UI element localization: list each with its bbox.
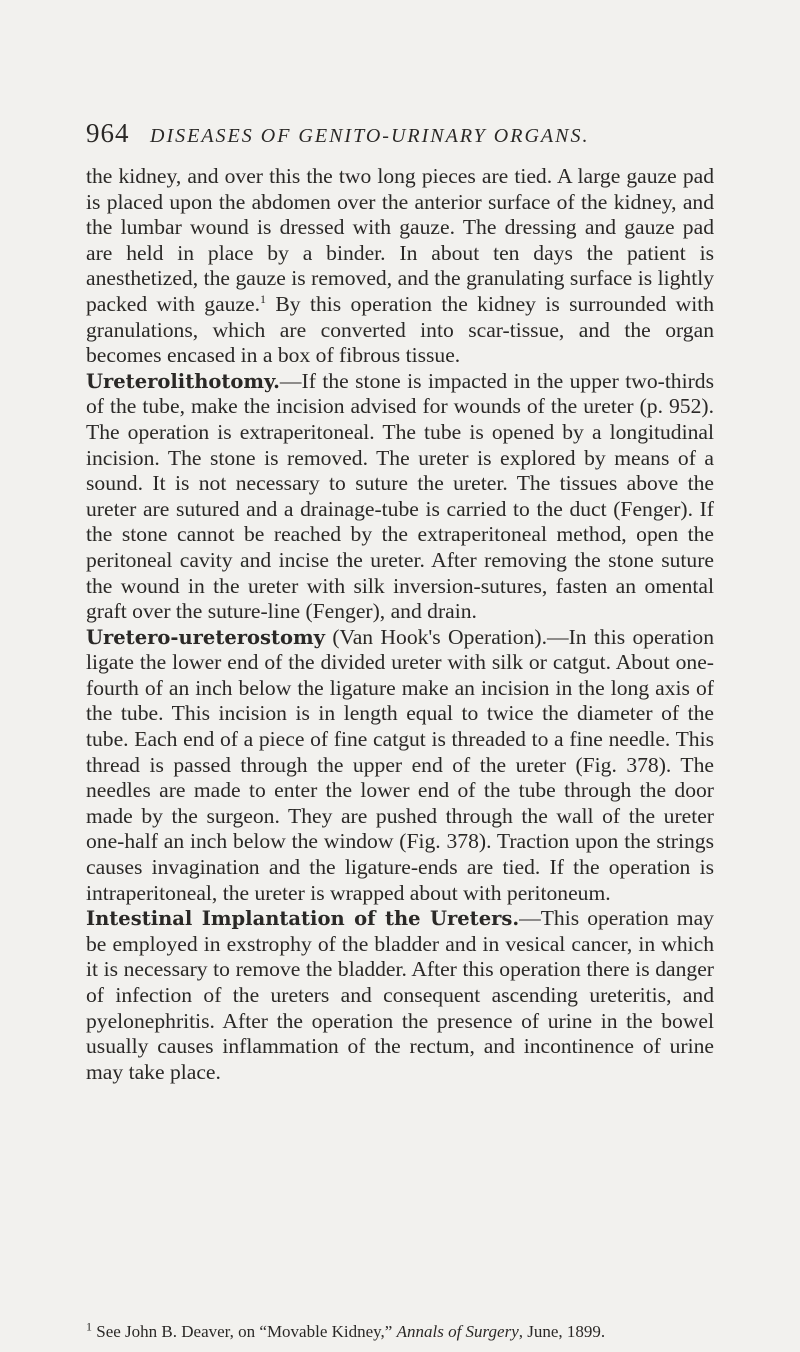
paragraph-1 [86,164,714,369]
paragraph-1-text-b: By this operation the kidney is surrounded with granulations, which are converted into scar-tissue, and the organ becomes encased in a box of fibrous tissue. [86,291,714,368]
section-heading-intestinal-implantation: Intestinal Implantation of the Ureters. [86,907,520,931]
footnote-ref: 1 [260,291,267,306]
section-heading-uretero-ureterostomy: Uretero-ureterostomy [86,625,325,649]
paragraph-ureterolithotomy [86,369,714,625]
paragraph-3-text: (Van Hook's Operation).—In this operation ligate the lower end of the divided ureter with silk or catgut. About one-fourth of an inch below the ligature make an incision in the long axis of the tube. This incision is in length equal to twice the diameter of the tube. Each end of a piece of fine catgut is threaded to a fine needle. This thread is passed through the upper end of the ureter (Fig. 378). The needles are made to enter the lower end of the tube through the door made by the surgeon. They are pushed through the wall of the ureter one-half an inch below the window (Fig. 378). Traction upon the strings causes invagination and the ligature-ends are tied. If the operation is intraperitoneal, the ureter is wrapped about with peritoneum. [86,624,714,905]
section-heading-ureterolithotomy: Ureterolithotomy. [86,369,280,393]
running-header [86,118,589,149]
paragraph-2-text: —If the stone is impacted in the upper two-thirds of the tube, make the incision advised for wounds of the ureter (p. 952). The operation is extraperitoneal. The tube is opened by a longitudinal incision. The stone is removed. The ureter is explored by means of a sound. It is not necessary to suture the ureter. The tissues above the ureter are sutured and a drainage-tube is carried to the duct (Fenger). If the stone cannot be reached by the extraperitoneal method, open the peritoneal cavity and incise the ureter. After removing the stone suture the wound in the ureter with silk inversion-sutures, fasten an omental graft over the suture-line (Fenger), and drain. [86,368,714,624]
paragraph-uretero-ureterostomy [86,625,714,907]
footnote-text-b: , June, 1899. [518,1322,606,1341]
paragraph-1-text-a: the kidney, and over this the two long pieces are tied. A large gauze pad is placed upon the abdomen over the anterior surface of the kidney, and the lumbar wound is dressed with gauze. The dressing and gauze pad are held in place by a binder. In about ten days the patient is anesthetized, the gauze is removed, and the granulating surface is lightly packed with gauze. [86,164,714,316]
footnote-marker: 1 [86,1319,92,1334]
body-text [86,164,714,1085]
footnote-journal: Annals of Surgery [396,1322,519,1341]
footnote-text-a: See John B. Deaver, on “Movable Kidney,” [92,1322,397,1341]
paragraph-4-text: —This operation may be employed in exstrophy of the bladder and in vesical cancer, in which it is necessary to remove the bladder. After this operation there is danger of infection of the ureters and consequent ascending ureteritis, and pyelonephritis. After the operation the presence of urine in the bowel usually causes inflammation of the rectum, and incontinence of urine may take place. [86,906,714,1084]
page-number: 964 [86,118,130,148]
running-title: DISEASES OF GENITO-URINARY ORGANS. [150,125,590,147]
paragraph-intestinal-implantation [86,906,714,1085]
footnote [86,1319,726,1342]
